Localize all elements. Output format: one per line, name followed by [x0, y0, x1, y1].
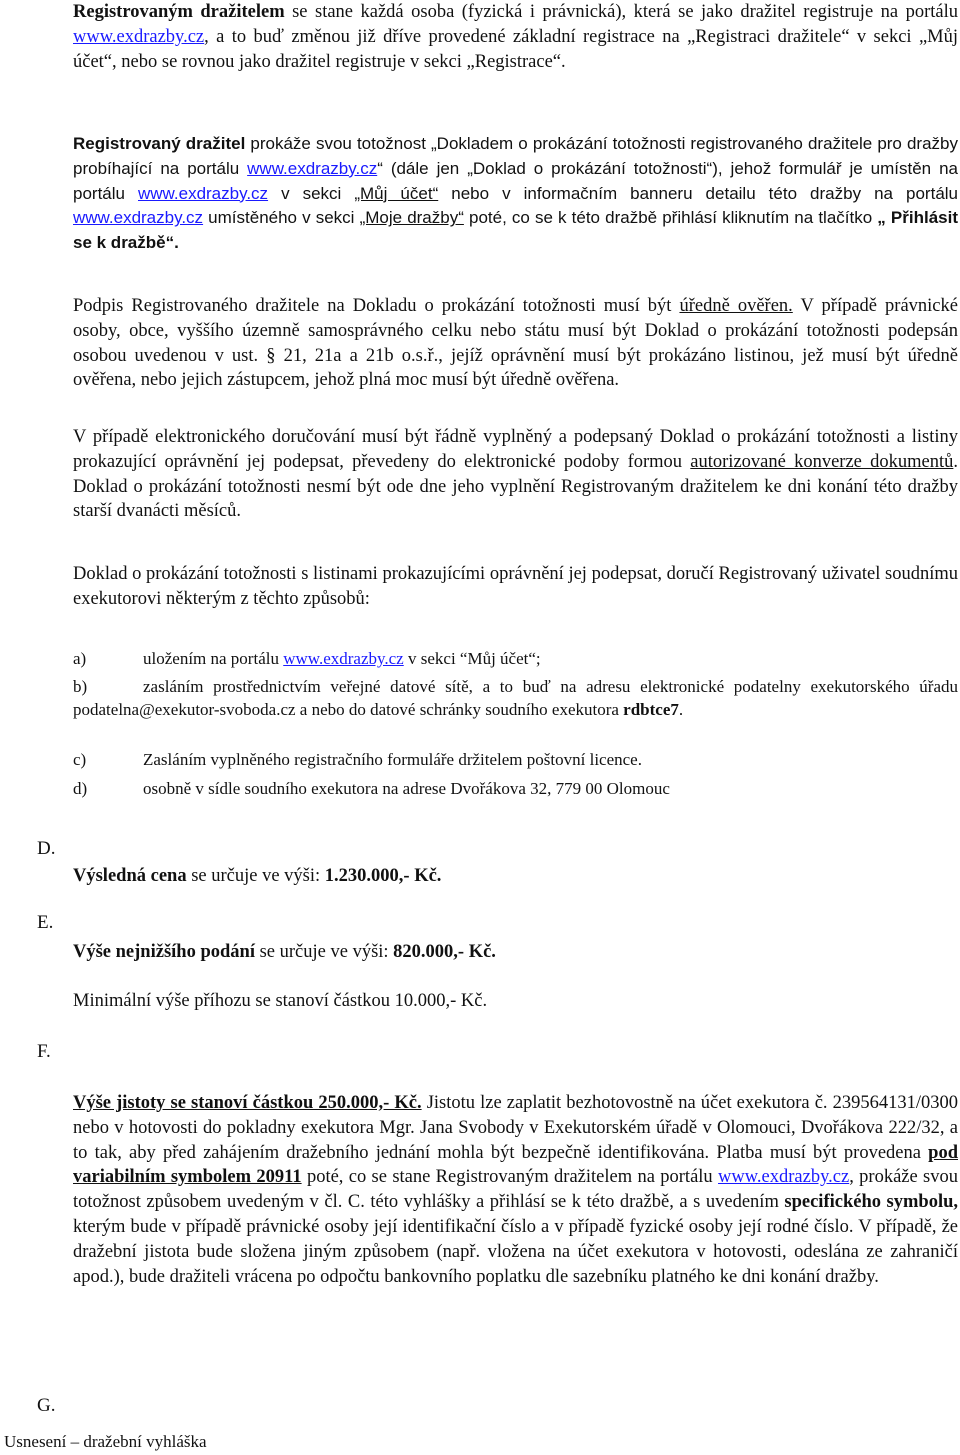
- paragraph-delivery-methods: Doklad o prokázání totožnosti s listinami prokazujícími oprávnění jej podepsat, doručí Registrovaný uživatel soudnímu exekutorovi některým z těchto způsobů:: [73, 564, 958, 609]
- portal-link[interactable]: www.exdrazby.cz: [73, 26, 205, 47]
- paragraph-identity-proof: Registrovaný dražitel prokáže svou totožnost „Dokladem o prokázání totožnosti registrovaného dražitele pro dražby probíhající na portálu www.exdrazby.cz“ (dále jen „Doklad o prokázání totožnosti“), jehož formulář je umístěn na portálu www.exdrazby.cz v sekci „Můj účet“ nebo v informačním banneru detailu této dražby na portálu www.exdrazby.cz umístěného v sekci „Moje dražby“ poté, co se k této dražbě přihlásí kliknutím na tlačítko „ Přihlásit se k dražbě“.: [73, 134, 959, 253]
- section-letter-e: E.: [37, 912, 54, 933]
- bold-term: Registrovaný dražitel: [73, 134, 246, 153]
- paragraph-signature: Podpis Registrovaného dražitele na Dokladu o prokázání totožnosti musí být úředně ověřen. V případě právnické osoby, obce, vyššího územně samosprávného celku nebo státu musí být Doklad o prokázání totožnosti podepsán osobou uvedenou v ust. § 21, 21a a 21b o.s.ř., jejíž oprávnění musí být prokázáno listinou, jež musí být úředně ověřena, nebo jejich zástupcem, jehož plná moc musí být úředně ověřena.: [73, 296, 958, 391]
- portal-link[interactable]: www.exdrazby.cz: [718, 1167, 850, 1188]
- section-letter-f: F.: [37, 1041, 51, 1062]
- paragraph-electronic-delivery: V případě elektronického doručování musí být řádně vyplněný a podepsaný Doklad o prokázání totožnosti a listiny prokazující oprávnění jej podepsat, převedeny do elektronické podoby formou autorizované konverze dokumentů. Doklad o prokázání totožnosti nesmí být ode dne jeho vyplnění Registrovaným dražitelem ke dni konání této dražby starší dvanácti měsíců.: [73, 427, 959, 522]
- minimum-increment: Minimální výše příhozu se stanoví částkou 10.000,- Kč.: [73, 991, 488, 1011]
- list-item-a: a) uložením na portálu www.exdrazby.cz v sekci “Můj účet“;: [73, 649, 541, 668]
- final-price: Výsledná cena se určuje ve výši: 1.230.000,- Kč.: [73, 866, 442, 886]
- lowest-bid: Výše nejnižšího podání se určuje ve výši: 820.000,- Kč.: [73, 942, 496, 962]
- portal-link[interactable]: www.exdrazby.cz: [283, 649, 404, 668]
- section-letter-d: D.: [37, 838, 56, 859]
- paragraph-registration: Registrovaným dražitelem se stane každá osoba (fyzická i právnická), která se jako dražitel registruje na portálu www.exdrazby.cz, a to buď změnou již dříve provedené základní registrace na „Registraci dražitele“ v sekci „Můj účet“, nebo se rovnou jako dražitel registruje v sekci „Registrace“.: [73, 2, 958, 72]
- section-letter-g: G.: [37, 1395, 56, 1416]
- list-item-b: b) zasláním prostřednictvím veřejné datové sítě, a to buď na adresu elektronické podatelny exekutorského úřadu podatelna@exekutor-svoboda.cz a nebo do datové schránky soudního exekutora rdbtce7.: [73, 677, 958, 719]
- bold-term: Registrovaným dražitelem: [73, 2, 285, 22]
- portal-link[interactable]: www.exdrazby.cz: [247, 158, 378, 178]
- list-item-d: d) osobně v sídle soudního exekutora na adrese Dvořákova 32, 779 00 Olomouc: [73, 779, 670, 798]
- portal-link[interactable]: www.exdrazby.cz: [138, 183, 269, 203]
- portal-link[interactable]: www.exdrazby.cz: [73, 208, 204, 228]
- paragraph-deposit: Výše jistoty se stanoví částkou 250.000,- Kč. Jistotu lze zaplatit bezhotovostně na účet exekutora č. 239564131/0300 nebo v hotovosti do pokladny exekutora Mgr. Jana Svobody v Exekutorském úřadě v Olomouci, Dvořákova 222/32, a to tak, aby před zahájením dražebního jednání mohla být bezpečně identifikována. Platba musí být provedena pod variabilním symbolem 20911 poté, co se stane Registrovaným dražitelem na portálu www.exdrazby.cz, prokáže svou totožnost způsobem uvedeným v čl. C. této vyhlášky a přihlásí se k této dražbě, a s uvedením specifického symbolu, kterým bude v případě právnické osoby její identifikační číslo a v případě fyzické osoby její rodné číslo. V případě, že dražební jistota bude složena jiným způsobem (např. vložena na účet exekutora v hotovosti, odeslána ze zahraničí apod.), bude dražiteli vrácena po odpočtu bankovního poplatku dle sazebníku platného ke dni konání dražby.: [73, 1093, 959, 1287]
- page-footer: Usnesení – dražební vyhláška: [4, 1432, 207, 1451]
- list-item-c: c) Zasláním vyplněného registračního formuláře držitelem poštovní licence.: [73, 750, 642, 769]
